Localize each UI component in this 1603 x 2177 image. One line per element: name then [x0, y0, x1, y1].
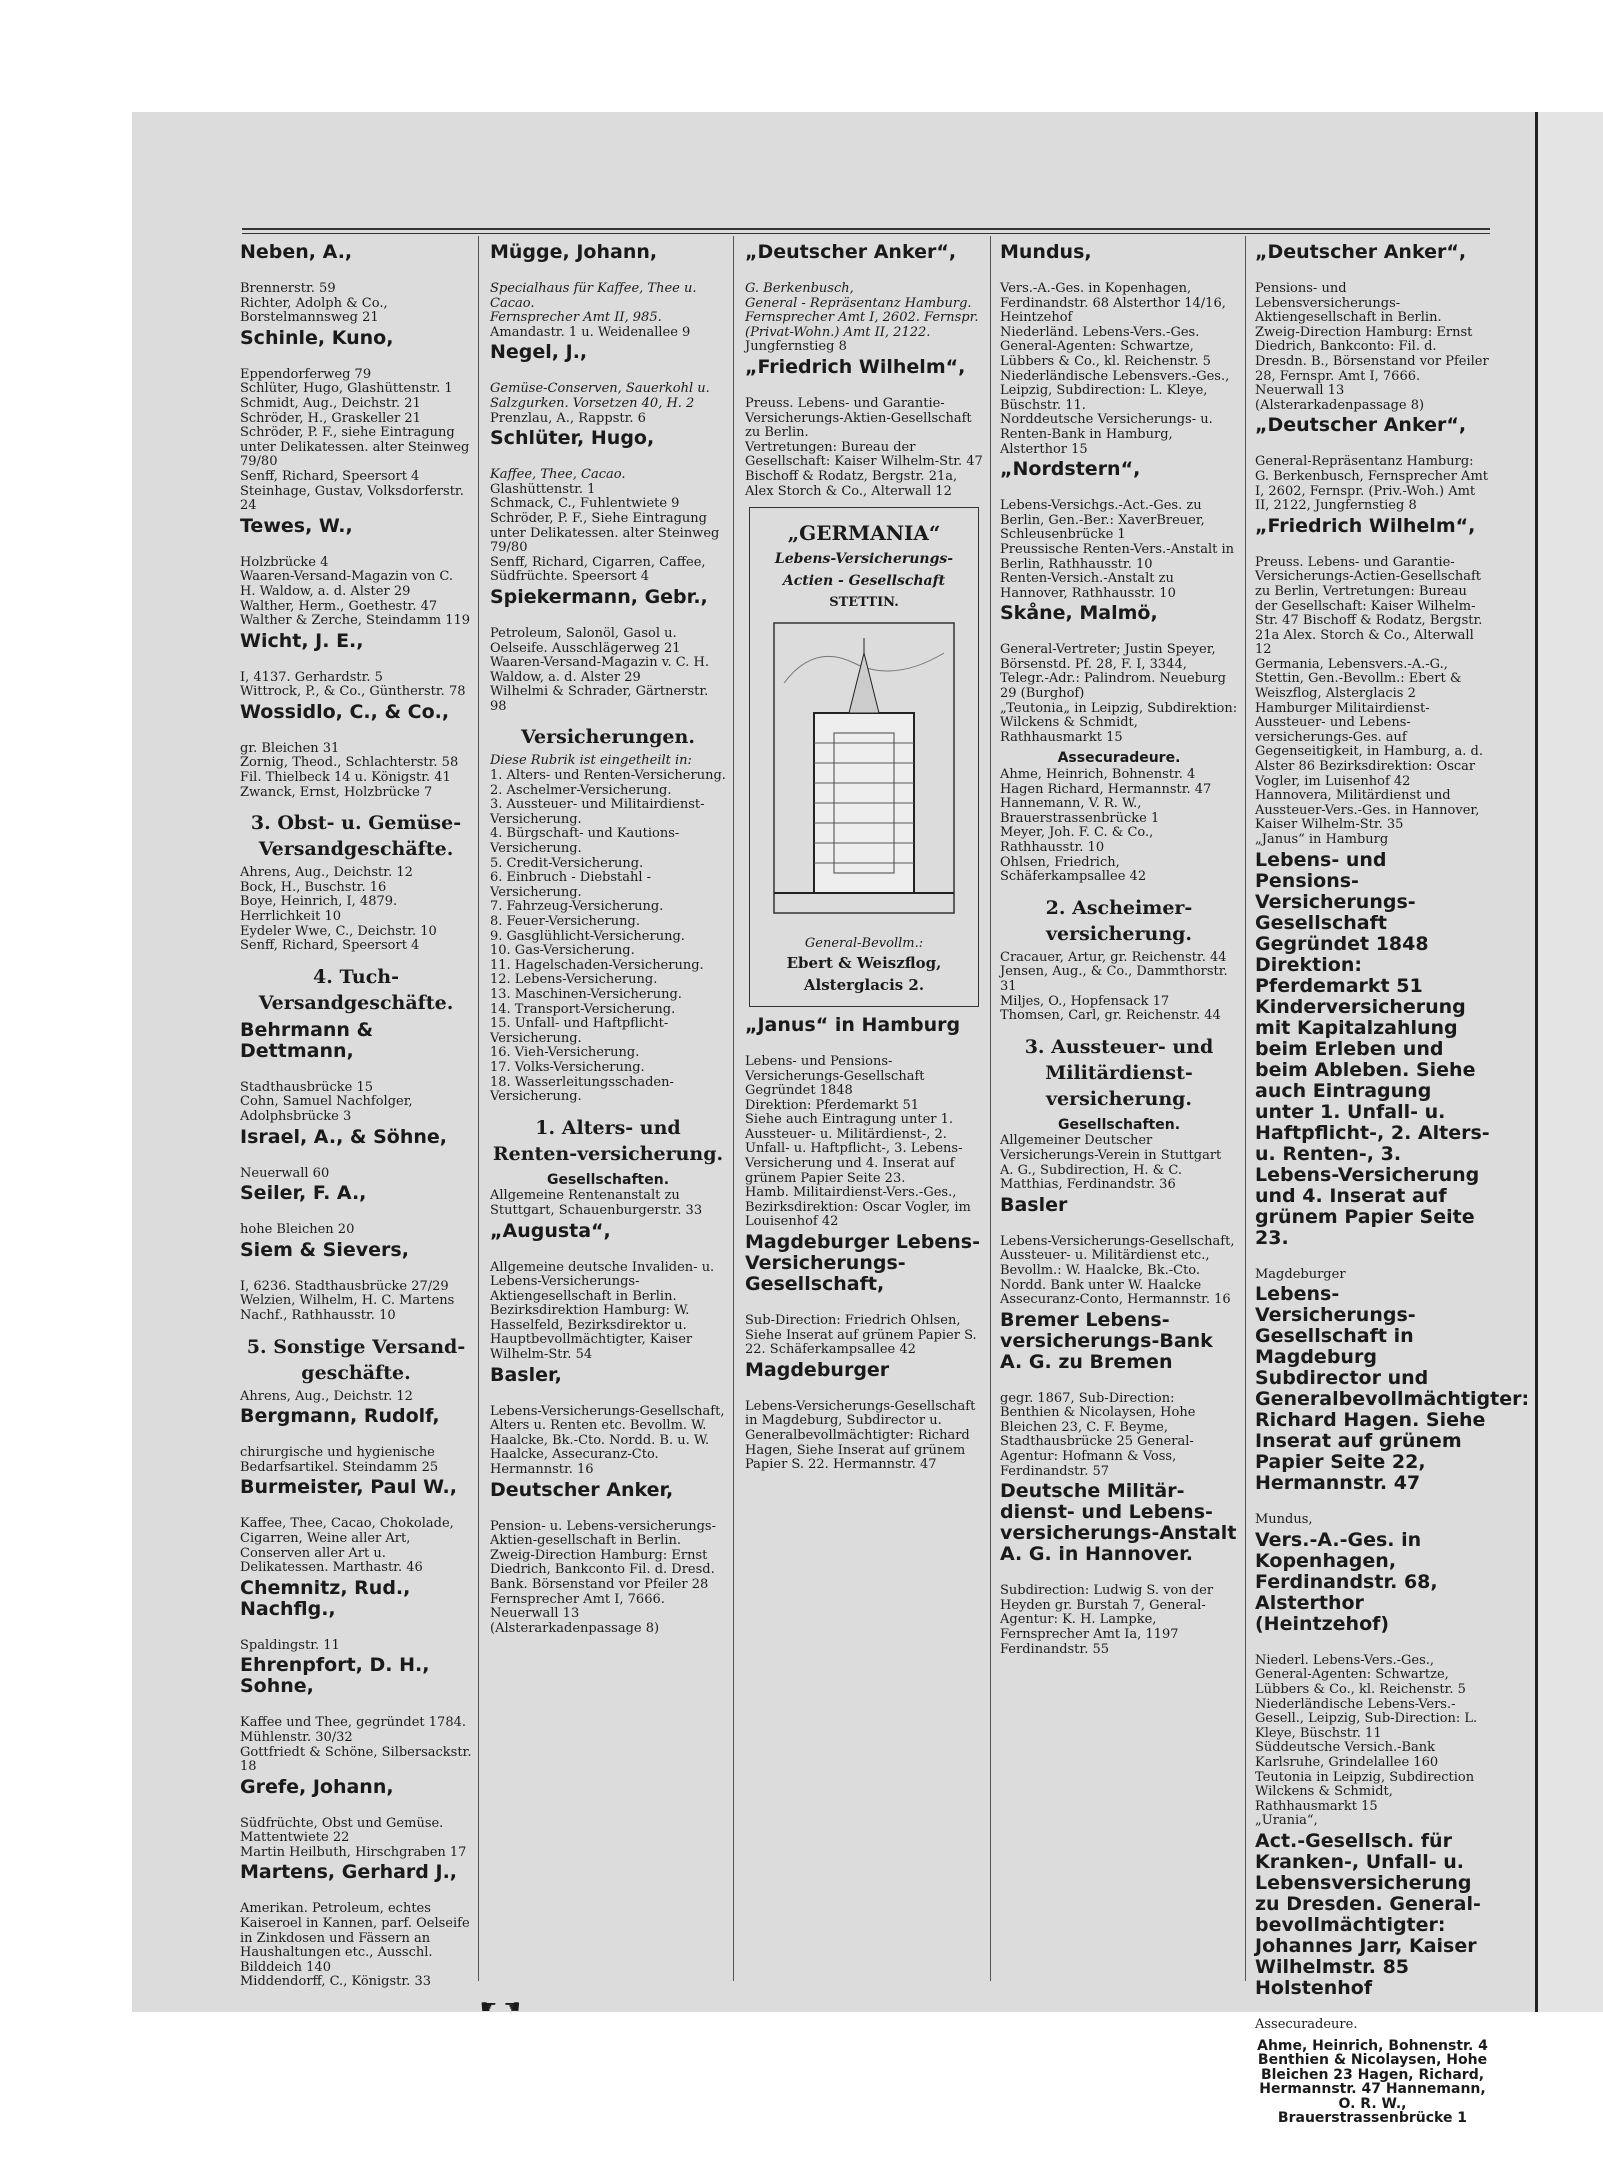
section-heading: 3. Obst- u. Gemüse-Versandgeschäfte. [250, 812, 462, 861]
pointing-hand-icon: ☚ [503, 1996, 521, 2018]
entry: Negel, J., [490, 341, 588, 364]
entry: Martin Heilbuth, Hirschgraben 17 [240, 1844, 467, 1860]
entry: Grefe, Johann, [240, 1775, 394, 1798]
entry: Lebens-Versicherungs-Gesellschaft in Magdeburg, Subdirector u. Generalbevollmächtigter: Richard Hagen, Siehe Inserat auf grünem Papier S. 22. Hermannstr. 47 [745, 1398, 976, 1473]
entry: Germania, Lebensvers.-A.-G., Stettin, Gen.-Bevollm.: Ebert & Weiszflog, Alsterglacis 2 [1255, 656, 1462, 702]
entry: hohe Bleichen 20 [240, 1222, 355, 1238]
entry: Allgemeine deutsche Invaliden- u. Lebens-Versicherungs-Aktiengesellschaft in Berlin. Bezirksdirektion Hamburg: W. Hasselfeld, Bezirksdirektor u. Hauptbevollmächtigter, Kaiser Wilhelm-Str. 54 [490, 1259, 715, 1363]
entry: 12. Lebens-Versicherung. [490, 972, 658, 988]
entry: Ahrens, Aug., Deichstr. 12 [240, 1388, 413, 1404]
entry: Preuss. Lebens- und Garantie-Versicherungs-Actien-Gesellschaft zu Berlin, Vertretungen: Bureau der Gesellschaft: Kaiser Wilhelm-Str. 47 Bischoff & Rodatz, Bergstr. 21a Alex. Storch & Co., Alterwall 12 [1255, 554, 1483, 658]
footer-note [480, 1996, 521, 2018]
pointing-hand-icon: ☛ [480, 1996, 504, 2018]
entry: 9. Gasglühlicht-Versicherung. [490, 928, 685, 944]
entry: Ohlsen, Friedrich, Schäferkampsallee 42 [1000, 854, 1147, 885]
entry: Wicht, J. E., [240, 629, 364, 652]
entry: Ehrenpfort, D. H., Sohne, [240, 1654, 430, 1698]
entry: „Deutscher Anker“, [1255, 414, 1467, 437]
entry: Fernsprecher Amt I, 2602. Fernspr. (Privat-Wohn.) Amt II, 2122. [745, 310, 979, 340]
column-3 [745, 240, 983, 1980]
entry: Assecuradeure. [1255, 2016, 1358, 2032]
entry: Schmidt, Aug., Deichstr. 21 [240, 395, 421, 411]
entry: Welzien, Wilhelm, H. C. Martens Nachf., Rathhausstr. 10 [240, 1293, 455, 1323]
column-rule [478, 236, 479, 1981]
entry: General-Repräsentanz Hamburg: G. Berkenbusch, Fernsprecher Amt I, 2602, Fernspr. (Priv.-Woh.) Amt II, 2122, Jungfernstieg 8 [1255, 454, 1488, 514]
entry: Waaren-Versand-Magazin v. C. H. Waldow, a. d. Alster 29 [490, 655, 710, 685]
entry: Siehe auch Eintragung unter 1. Aussteuer- u. Militärdienst-, 2. Unfall- u. Haftpflicht-, 3. Lebens-Versicherung und 4. Inserat auf grünem Papier Seite 23. [745, 1112, 963, 1186]
column-rule [1245, 236, 1246, 1981]
entry: Deutsche Militär-dienst- und Lebens-versicherungs-Anstalt A. G. in Hannover. [1000, 1480, 1237, 1566]
entry: Amerikan. Petroleum, echtes Kaiseroel in Kannen, parf. Oelseife in Zinkdosen und Fässern an Haushaltungen etc., Ausschl. Bilddeich 140 [240, 1901, 470, 1975]
entry: Kaffee und Thee, gegründet 1784. Mühlenstr. 30/32 [240, 1715, 466, 1745]
entry: Niederländische Lebensvers.-Ges., Leipzig, Subdirection: L. Kleye, Büschstr. 11. [1000, 368, 1230, 413]
entry: Burmeister, Paul W., [240, 1476, 457, 1499]
entry: Ahme, Heinrich, Bohnenstr. 4 Benthien & Nicolaysen, Hohe Bleichen 23 Hagen, Richard, Hermannstr. 47 Hannemann, O. R. W., Brauerstrassenbrücke 1 [1257, 2037, 1488, 2127]
entry: Kaffee, Thee, Cacao. [490, 467, 626, 483]
entry: Norddeutsche Versicherungs- u. Renten-Bank in Hamburg, Alsterthor 15 [1000, 412, 1213, 457]
entry: „Friedrich Wilhelm“, [745, 355, 966, 378]
header-rule [242, 228, 1490, 230]
entry: Preussische Renten-Vers.-Anstalt in Berlin, Rathhausstr. 10 [1000, 541, 1235, 572]
entry: Sub-Direction: Friedrich Ohlsen, Siehe Inserat auf grünem Papier S. 22. Schäferkampsallee 42 [745, 1313, 977, 1358]
column-4 [1000, 240, 1238, 1980]
entry: Zornig, Theod., Schlachterstr. 58 [240, 755, 459, 771]
entry: General-Vertreter; Justin Speyer, Börsenstd. Pf. 28, F. I, 3344, Telegr.-Adr.: Palindrom. Neueburg 29 (Burghof) [1000, 642, 1226, 702]
entry: Fernsprecher Amt II, 985. [490, 310, 662, 326]
entry: Hagen Richard, Hermannstr. 47 [1000, 781, 1212, 797]
entry: Siem & Sievers, [240, 1238, 409, 1261]
entry: Richter, Adolph & Co., Borstelmannsweg 21 [240, 295, 388, 326]
entry: Magdeburger Lebens-Versicherungs-Gesellschaft, [745, 1231, 980, 1296]
entry: Bremer Lebens-versicherungs-Bank A. G. zu Bremen [1000, 1308, 1213, 1373]
entry: Hannovera, Militärdienst und Aussteuer-Vers.-Ges. in Hannover, Kaiser Wilhelm-Str. 35 [1255, 788, 1480, 833]
entry: Magdeburger [745, 1358, 890, 1381]
column-1 [240, 240, 472, 1990]
entry: Niederl. Lebens-Vers.-Ges., General-Agenten: Schwartze, Lübbers & Co., kl. Reichenstr. 5 [1255, 1652, 1466, 1697]
entry: Thomsen, Carl, gr. Reichenstr. 44 [1000, 1008, 1221, 1024]
entry: Bock, H., Buschstr. 16 [240, 879, 387, 895]
entry: Preuss. Lebens- und Garantie-Versicherungs-Aktien-Gesellschaft zu Berlin. [745, 395, 972, 441]
entry: Stadthausbrücke 15 [240, 1079, 374, 1095]
entry: Subdirection: Ludwig S. von der Heyden gr. Burstah 7, General-Agentur: K. H. Lampke, Fernsprecher Amt Ia, 1197 Ferdinandstr. 55 [1000, 1583, 1214, 1657]
entry: Chemnitz, Rud., Nachflg., [240, 1576, 411, 1620]
entry: Vers.-A.-Ges. in Kopenhagen, Ferdinandstr. 68 Alsterthor 14/16, Heintzehof [1000, 281, 1226, 326]
entry: Holzbrücke 4 [240, 554, 329, 570]
entry: Lebens- und Pensions-Versicherungs-Gesellschaft Gegründet 1848 Direktion: Pferdemarkt 51 Kinderversicherung mit Kapitalzahlung beim Erleben und beim Ableben. Siehe auch Eintragung unter 1. Unfall- u. Haftpflicht-, 2. Alters- u. Renten-, 3. Lebens-Versicherung und 4. Inserat auf grünem Papier Seite 23. [1255, 848, 1490, 1249]
entry: 1. Alters- und Renten-Versicherung. [490, 768, 726, 784]
entry: Wossidlo, C., & Co., [240, 700, 450, 723]
entry: Wilhelmi & Schrader, Gärtnerstr. 98 [490, 684, 709, 714]
entry: 6. Einbruch - Diebstahl - Versicherung. [490, 870, 652, 900]
entry: „Augusta“, [490, 1219, 611, 1242]
entry: Diese Rubrik ist eingetheilt in: [490, 753, 692, 769]
entry: Hamb. Militairdienst-Vers.-Ges., Bezirksdirektion: Oscar Vogler, im Louisenhof 42 [745, 1185, 971, 1230]
entry: Vertretungen: Bureau der Gesellschaft: Kaiser Wilhelm-Str. 47 [745, 439, 983, 470]
entry: 17. Volks-Versicherung. [490, 1059, 645, 1075]
column-rule [733, 236, 734, 1981]
entry: G. Berkenbusch, [745, 281, 854, 296]
entry: Bergmann, Rudolf, [240, 1405, 440, 1428]
entry: I, 4137. Gerhardstr. 5 [240, 669, 383, 685]
entry: Seiler, F. A., [240, 1182, 367, 1205]
entry: 10. Gas-Versicherung. [490, 943, 635, 959]
entry: 8. Feuer-Versicherung. [490, 914, 640, 929]
entry: gegr. 1867, Sub-Direction: Benthien & Nicolaysen, Hohe Bleichen 23, C. F. Beyme, Stadthausbrücke 25 General-Agentur: Hofmann & Voss, Ferdinandstr. 57 [1000, 1390, 1196, 1479]
entry: Tewes, W., [240, 514, 353, 537]
entry: 13. Maschinen-Versicherung. [490, 986, 682, 1002]
entry: Skåne, Malmö, [1000, 602, 1158, 625]
entry: 11. Hagelschaden-Versicherung. [490, 957, 704, 973]
entry: Walther, Herm., Goethestr. 47 [240, 598, 438, 614]
entry: Schmack, C., Fuhlentwiete 9 [490, 496, 680, 512]
entry: Miljes, O., Hopfensack 17 [1000, 993, 1170, 1009]
entry: Mügge, Johann, [490, 241, 658, 263]
entry: Schröder, P. F., siehe Eintragung unter Delikatessen. alter Steinweg 79/80 [240, 425, 470, 470]
margin-labels [0, 0, 130, 2177]
entry: Spiekermann, Gebr., [490, 585, 708, 608]
column-rule [990, 236, 991, 1981]
entry: Basler, [490, 1363, 562, 1386]
entry: chirurgische und hygienische Bedarfsartikel. Steindamm 25 [240, 1445, 439, 1475]
entry: Schröder, P. F., Siehe Eintragung unter Delikatessen. alter Steinweg 79/80 [490, 510, 720, 556]
entry: 18. Wasserleitungsschaden-Versicherung. [490, 1074, 674, 1105]
entry: 16. Vieh-Versicherung. [490, 1045, 640, 1061]
entry: Spaldingstr. 11 [240, 1637, 340, 1653]
section-heading: 3. Aussteuer- und Militärdienst-versicherung. [1024, 1035, 1214, 1110]
entry: Teutonia in Leipzig, Subdirection Wilckens & Schmidt, Rathhausmarkt 15 [1255, 1769, 1475, 1814]
entry: Gemüse-Conserven, Sauerkohl u. Salzgurken. Vorsetzen 40, H. 2 [490, 381, 710, 411]
entry: Lebens-Versicherungs-Gesellschaft, Aussteuer- u. Militärdienst etc., Bevollm.: W. Haalcke, Bk.-Cto. Nordd. Bank unter W. Haalcke Assecuranz-Conto, Hermannstr. 16 [1000, 1233, 1235, 1308]
entry: Niederländische Lebens-Vers.-Gesell., Leipzig, Sub-Direction: L. Kleye, Büschstr. 11 [1255, 1696, 1478, 1741]
entry: Renten-Versich.-Anstalt zu Hannover, Rathhausstr. 10 [1000, 571, 1176, 601]
entry: Lebens-Versicherungs-Gesellschaft, Alters u. Renten etc. Bevollm. W. Haalcke, Bk.-Cto. Nordd. B. u. W. Haalcke, Assecuranz-Cto. Hermannstr. 16 [490, 1403, 725, 1478]
entry: 4. Bürgschaft- und Kautions-Versicherung. [490, 826, 680, 857]
entry: Brennerstr. 59 [240, 281, 336, 296]
entry: „Urania“, [1255, 1813, 1318, 1829]
entry: Allgemeine Rentenanstalt zu Stuttgart, Schauenburgerstr. 33 [490, 1188, 703, 1218]
entry: Gottfriedt & Schöne, Silbersackstr. 18 [240, 1744, 472, 1775]
entry: General-Bevollm.: [804, 936, 924, 952]
entry: Lebens-Versichgs.-Act.-Ges. zu Berlin, Gen.-Ber.: XaverBreuer, Schleusenbrücke 1 [1000, 498, 1205, 543]
entry: „Janus“ in Hamburg [745, 1013, 961, 1036]
entry: General - Repräsentanz Hamburg. [745, 295, 972, 311]
entry: Cracauer, Artur, gr. Reichenstr. 44 [1000, 949, 1227, 965]
entry: Petroleum, Salonöl, Gasol u. Oelseife. Ausschlägerweg 21 [490, 625, 681, 656]
entry: Gesellschaften. [546, 1171, 670, 1188]
entry: Martens, Gerhard J., [240, 1861, 458, 1884]
entry: Eydeler Wwe, C., Deichstr. 10 [240, 923, 437, 939]
entry: Prenzlau, A., Rappstr. 6 [490, 410, 646, 426]
entry: Zwanck, Ernst, Holzbrücke 7 [240, 784, 433, 800]
entry: Senff, Richard, Speersort 4 [240, 468, 420, 484]
entry: „Friedrich Wilhelm“, [1255, 514, 1476, 537]
entry: Assecuradeure. [1057, 750, 1181, 767]
entry: 14. Transport-Versicherung. [490, 1001, 676, 1017]
entry: Süddeutsche Versich.-Bank Karlsruhe, Grindelallee 160 [1255, 1740, 1439, 1770]
section-heading: 4. Tuch-Versandgeschäfte. [258, 965, 454, 1014]
entry: Steinhage, Gustav, Volksdorferstr. 24 [240, 483, 464, 514]
entry: gr. Bleichen 31 [240, 740, 340, 756]
column-5 [1255, 240, 1530, 2127]
entry: Niederländ. Lebens-Vers.-Ges. General-Agenten: Schwartze, Lübbers & Co., kl. Reichenstr. 5 [1000, 324, 1211, 369]
entry: Amandastr. 1 u. Weidenallee 9 [490, 324, 691, 340]
entry: Mundus, [1000, 241, 1092, 263]
adjacent-page-edge [1535, 112, 1603, 2012]
column-2 [490, 240, 726, 1980]
entry: Fil. Thielbeck 14 u. Königstr. 41 [240, 770, 451, 786]
entry: Allgemeiner Deutscher Versicherungs-Verein in Stuttgart A. G., Subdirection, H. & C. Matthias, Ferdinandstr. 36 [1000, 1133, 1222, 1193]
entry: Senff, Richard, Cigarren, Caffee, Südfrüchte. Speersort 4 [490, 554, 706, 585]
entry: Walther & Zerche, Steindamm 119 [240, 613, 471, 629]
entry: Neuerwall 60 [240, 1165, 330, 1181]
entry: I, 6236. Stadthausbrücke 27/29 [240, 1278, 449, 1294]
entry: Ebert & Weiszflog, [786, 953, 942, 972]
section-heading: 2. Ascheimer-versicherung. [1045, 896, 1193, 945]
entry: Meyer, Joh. F. C. & Co., Rathhausstr. 10 [1000, 825, 1154, 855]
header-rule-2 [242, 233, 1490, 234]
entry: Gesellschaften. [1057, 1116, 1181, 1133]
entry: „Deutscher Anker“, [1255, 241, 1467, 263]
entry: Basler [1000, 1193, 1068, 1216]
entry: Waaren-Versand-Magazin von C. H. Waldow, a. d. Alster 29 [240, 569, 454, 599]
entry: Pensions- und Lebensversicherungs-Aktiengesellschaft in Berlin. Zweig-Direction Hamburg: Ernst Diedrich, Bankconto: Fil. d. Dresdn. B., Börsenstand vor Pfeiler 28, Fernspr. Amt I, 7666. Neuerwall 13 (Alsterarkadenpassage 8) [1255, 281, 1489, 413]
entry: Kaffee, Thee, Cacao, Chokolade, Cigarren, Weine aller Art, Conserven aller Art u. Delikatessen. Marthastr. 46 [240, 1516, 454, 1576]
entry: „Deutscher Anker“, [745, 241, 957, 263]
entry: Glashüttenstr. 1 [490, 481, 596, 497]
entry: Alsterglacis 2. [803, 975, 925, 994]
entry: Bischoff & Rodatz, Bergstr. 21a, Alex Storch & Co., Alterwall 12 [745, 468, 958, 499]
entry: 3. Aussteuer- und Militairdienst-Versicherung. [490, 797, 705, 827]
entry: „Nordstern“, [1000, 458, 1141, 481]
entry: Lebens-Versicherungs-Gesellschaft in Magdeburg Subdirector und Generalbevollmächtigter: Richard Hagen. Siehe Inserat auf grünem Papier Seite 22, Hermannstr. 47 [1255, 1283, 1530, 1495]
entry: Deutscher Anker, [490, 1478, 674, 1501]
entry: Israel, A., & Söhne, [240, 1125, 447, 1148]
entry: Mundus, [1255, 1512, 1313, 1528]
section-heading: 5. Sonstige Versand-geschäfte. [246, 1335, 466, 1384]
entry: Behrmann & Dettmann, [240, 1018, 374, 1062]
entry: Act.-Gesellsch. für Kranken-, Unfall- u. Lebensversicherung zu Dresden. General-bevollmächtigter: Johannes Jarr, Kaiser Wilhelmstr. 85 Holstenhof [1255, 1829, 1481, 1999]
germania-advertisement [749, 507, 979, 1007]
entry: Jungfernstieg 8 [745, 339, 847, 355]
entry: Wittrock, P., & Co., Güntherstr. 78 [240, 684, 466, 700]
entry: Lebens-Versicherungs-Actien - Gesellschaft [774, 551, 954, 590]
entry: Direktion: Pferdemarkt 51 [745, 1097, 920, 1113]
entry: Neben, A., [240, 241, 353, 263]
entry: 15. Unfall- und Haftpflicht-Versicherung. [490, 1016, 669, 1046]
entry: Boye, Heinrich, I, 4879. Herrlichkeit 10 [240, 894, 398, 925]
entry: Lebens- und Pensions-Versicherungs-Gesellschaft Gegründet 1848 [745, 1053, 925, 1099]
entry: Middendorff, C., Königstr. 33 [240, 1974, 431, 1990]
entry: 7. Fahrzeug-Versicherung. [490, 899, 664, 915]
entry: „Janus“ in Hamburg [1255, 832, 1389, 847]
entry: Magdeburger [1255, 1266, 1346, 1282]
section-heading: Versicherungen. [521, 726, 695, 749]
entry: Senff, Richard, Speersort 4 [240, 938, 420, 954]
entry: Schröder, H., Graskeller 21 [240, 410, 421, 426]
entry: Pension- u. Lebens-versicherungs-Aktien-gesellschaft in Berlin. Zweig-Direction Hamburg: Ernst Diedrich, Bankconto Fil. d. Dresd. Bank. Börsenstand vor Pfeiler 28 Fernsprecher Amt I, 7666. Neuerwall 13 (Alsterarkadenpassage 8) [490, 1518, 716, 1636]
entry: „Teutonia„ in Leipzig, Subdirektion: Wilckens & Schmidt, Rathhausmarkt 15 [1000, 700, 1238, 745]
entry: Hannemann, V. R. W., Brauerstrassenbrücke 1 [1000, 796, 1160, 826]
entry: Schlüter, Hugo, [490, 427, 655, 450]
entry: Vers.-A.-Ges. in Kopenhagen, Ferdinandstr. 68, Alsterthor (Heintzehof) [1255, 1528, 1438, 1635]
entry: Specialhaus für Kaffee, Thee u. Cacao. [490, 281, 697, 311]
entry: „GERMANIA“ [787, 521, 941, 546]
entry: Ahrens, Aug., Deichstr. 12 [240, 865, 413, 881]
section-heading: 1. Alters- und Renten-versicherung. [492, 1116, 724, 1165]
page-header [100, 72, 1490, 102]
entry: Südfrüchte, Obst und Gemüse. Mattentwiete 22 [240, 1815, 444, 1846]
entry: Schinle, Kuno, [240, 326, 394, 349]
entry: STETTIN. [829, 595, 899, 611]
building-illustration [774, 623, 954, 913]
entry: Jensen, Aug., & Co., Dammthorstr. 31 [1000, 964, 1228, 994]
entry: 5. Credit-Versicherung. [490, 855, 644, 871]
entry: 2. Aschelmer-Versicherung. [490, 782, 672, 798]
entry: Eppendorferweg 79 [240, 366, 372, 382]
entry: Schlüter, Hugo, Glashüttenstr. 1 [240, 381, 453, 397]
entry: Ahme, Heinrich, Bohnenstr. 4 [1000, 767, 1196, 783]
entry: Hamburger Militairdienst-Aussteuer- und Lebens-versicherungs-Ges. auf Gegenseitigkeit, in Hamburg, a. d. Alster 86 Bezirksdirektion: Oscar Vogler, im Luisenhof 42 [1255, 700, 1483, 789]
entry: Cohn, Samuel Nachfolger, Adolphsbrücke 3 [240, 1094, 413, 1124]
